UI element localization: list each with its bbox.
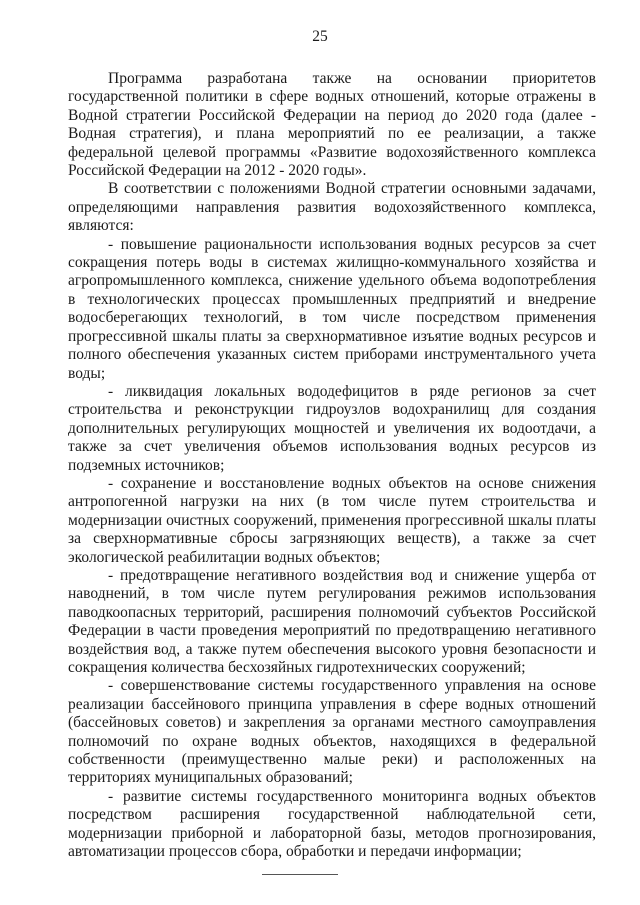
footer-divider xyxy=(262,874,338,875)
task-item-water-efficiency: - повышение рациональности использования водных ресурсов за счет сокращения потерь воды в системах жилищно-коммунального хозяйства и агропромышленного комплекса, снижение удельного объема водопотребления в технологических процессах промышленных предприятий и внедрение водосберегающих технологий, в том числе посредством применения прогрессивной шкалы платы за сверхнормативное изъятие водных ресурсов и полного обеспечения указанных систем приборами инструментального учета воды; xyxy=(68,235,596,382)
task-item-monitoring: - развитие системы государственного мониторинга водных объектов посредством расширения государственной наблюдательной сети, модернизации приборной и лабораторной базы, методов прогнозирования, автоматизации процессов сбора, обработки и передачи информации; xyxy=(68,787,596,861)
page-number: 25 xyxy=(312,28,328,45)
intro-paragraph: Программа разработана также на основании приоритетов государственной политики в сфере водных отношений, которые отражены в Водной стратегии Российской Федерации на период до 2020 года (далее - Водная стратегия), и плана мероприятий по ее реализации, а также федеральной целевой программы «Развитие водохозяйственного комплекса Российской Федерации на 2012 - 2020 годы». xyxy=(68,70,596,180)
document-body xyxy=(68,70,596,861)
task-item-governance: - совершенствование системы государственного управления на основе реализации бассейнового принципа управления в сфере водных отношений (бассейновых советов) и закрепления за органами местного самоуправления полномочий по охране водных объектов, находящихся в федеральной собственности (преимущественно малые реки) и расположенных на территориях муниципальных образований; xyxy=(68,677,596,787)
task-item-water-restoration: - сохранение и восстановление водных объектов на основе снижения антропогенной нагрузки на них (в том числе путем строительства и модернизации очистных сооружений, применения прогрессивной шкалы платы за сверхнормативные сбросы загрязняющих веществ), а также за счет экологической реабилитации водных объектов; xyxy=(68,474,596,566)
task-item-flood-prevention: - предотвращение негативного воздействия вод и снижение ущерба от наводнений, в том числе путем регулирования режимов использования паводкоопасных территорий, расширения полномочий субъектов Российской Федерации в части проведения мероприятий по предотвращению негативного воздействия вод, а также путем обеспечения высокого уровня безопасности и сокращения количества бесхозяйных гидротехнических сооружений; xyxy=(68,566,596,676)
task-item-water-deficit: - ликвидация локальных вододефицитов в ряде регионов за счет строительства и реконструкции гидроузлов водохранилищ для создания дополнительных регулирующих мощностей и увеличения их водоотдачи, а также за счет увеличения объемов использования водных ресурсов из подземных источников; xyxy=(68,382,596,474)
tasks-lead-paragraph: В соответствии с положениями Водной стратегии основными задачами, определяющими направления развития водохозяйственного комплекса, являются: xyxy=(68,180,596,235)
